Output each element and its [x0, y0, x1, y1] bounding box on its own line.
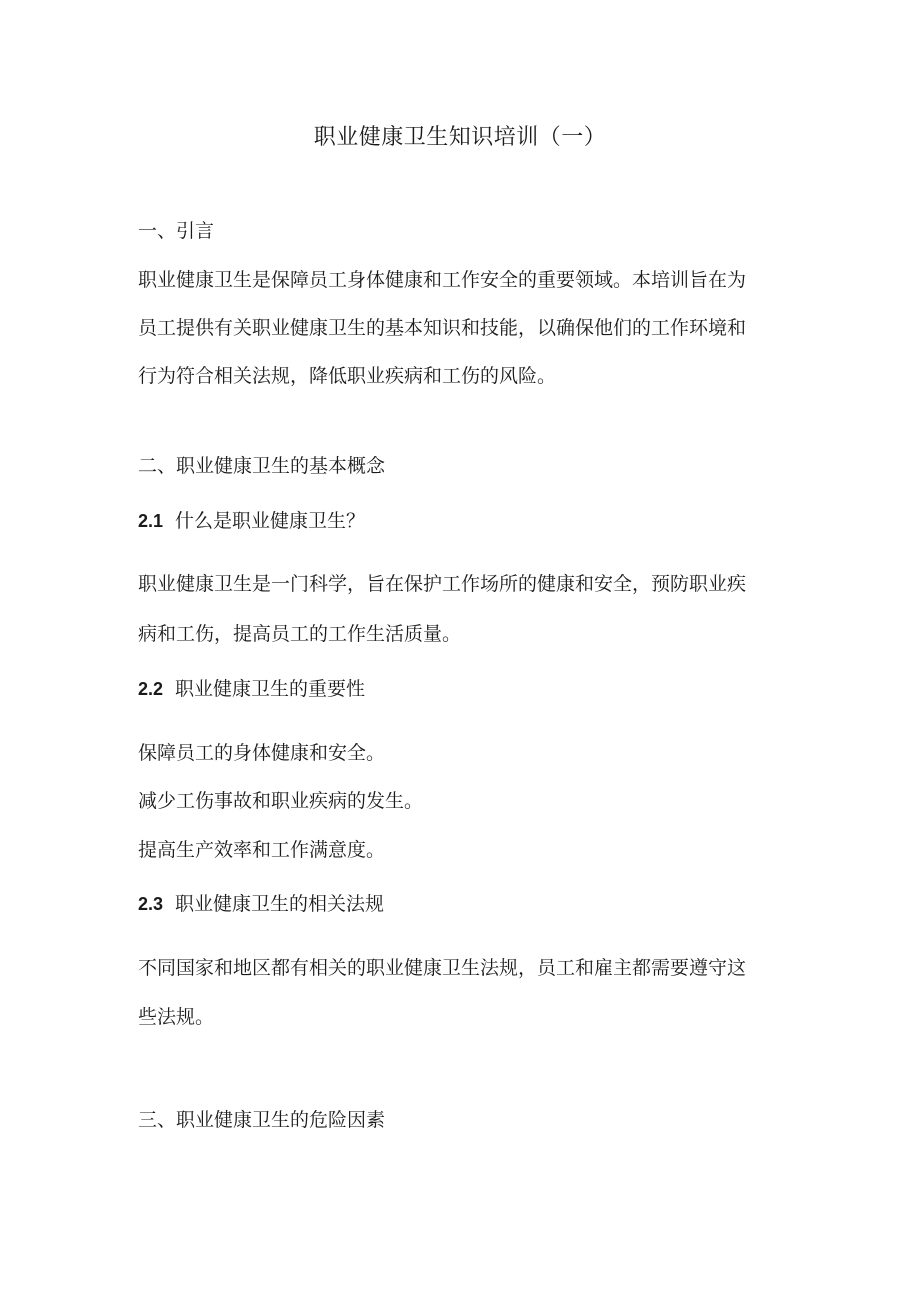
paragraph-line: 不同国家和地区都有相关的职业健康卫生法规，员工和雇主都需要遵守这	[138, 957, 747, 979]
subsection-title: 什么是职业健康卫生？	[175, 510, 366, 532]
list-item: 减少工伤事故和职业疾病的发生。	[138, 790, 424, 812]
paragraph-line: 职业健康卫生是一门科学，旨在保护工作场所的健康和安全，预防职业疾	[138, 573, 747, 595]
list-item: 提高生产效率和工作满意度。	[138, 839, 386, 861]
subsection-number: 2.2	[138, 679, 164, 699]
subsection-heading-2-2	[138, 674, 365, 704]
subsection-title: 职业健康卫生的相关法规	[175, 893, 385, 915]
document-title: 职业健康卫生知识培训（一）	[313, 125, 607, 150]
paragraph-line: 员工提供有关职业健康卫生的基本知识和技能，以确保他们的工作环境和	[138, 317, 747, 339]
subsection-heading-2-1	[138, 506, 365, 536]
paragraph-line: 行为符合相关法规，降低职业疾病和工伤的风险。	[138, 365, 557, 387]
paragraph-line: 职业健康卫生是保障员工身体健康和工作安全的重要领域。本培训旨在为	[138, 269, 747, 291]
subsection-title: 职业健康卫生的重要性	[175, 678, 366, 700]
subsection-heading-2-3	[138, 889, 384, 919]
subsection-number: 2.3	[138, 894, 164, 914]
paragraph-line: 病和工伤，提高员工的工作生活质量。	[138, 623, 462, 645]
section-heading-basic-concepts: 二、职业健康卫生的基本概念	[138, 455, 386, 477]
section-heading-introduction: 一、引言	[138, 220, 215, 242]
subsection-number: 2.1	[138, 511, 164, 531]
paragraph-line: 些法规。	[138, 1006, 215, 1028]
section-heading-hazards: 三、职业健康卫生的危险因素	[138, 1109, 386, 1131]
list-item: 保障员工的身体健康和安全。	[138, 742, 386, 764]
